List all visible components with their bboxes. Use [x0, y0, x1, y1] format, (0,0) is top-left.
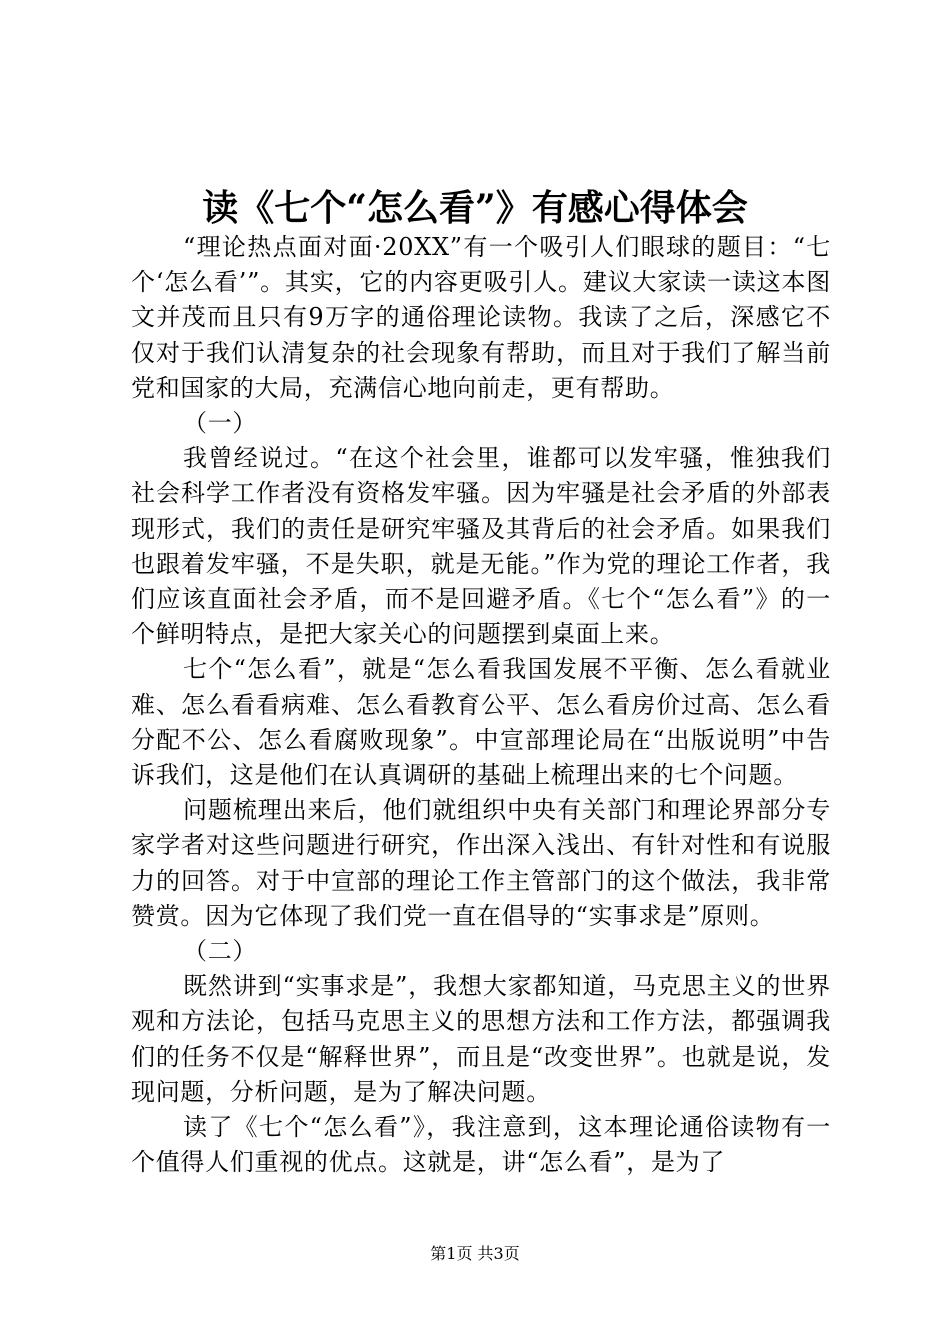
paragraph-intro: “理论热点面对面·20XX”有一个吸引人们眼球的题目：“七个‘怎么看’”。其实，它的内容更吸引人。建议大家读一读这本图文并茂而且只有9万字的通俗理论读物。我读了之后，深感它不仅对于我们认清复杂的社会现象有帮助，而且对于我们了解当前党和国家的大局，充满信心地向前走，更有帮助。 — [131, 233, 831, 402]
section-heading-one: （一） — [183, 409, 258, 438]
paragraph: 七个“怎么看”，就是“怎么看我国发展不平衡、怎么看就业难、怎么看看病难、怎么看教育公平、怎么看房价过高、怎么看分配不公、怎么看腐败现象”。中宣部理论局在“出版说明”中告诉我们，这是他们在认真调研的基础上梳理出来的七个问题。 — [131, 655, 831, 790]
paragraph: 读了《七个“怎么看”》，我注意到，这本理论通俗读物有一个值得人们重视的优点。这就是，讲“怎么看”，是为了 — [131, 1113, 831, 1177]
paragraph: 我曾经说过。“在这个社会里，谁都可以发牢骚，惟独我们社会科学工作者没有资格发牢骚。因为牢骚是社会矛盾的外部表现形式，我们的责任是研究牢骚及其背后的社会矛盾。如果我们也跟着发牢骚，不是失职，就是无能。”作为党的理论工作者，我们应该直面社会矛盾，而不是回避矛盾。《七个“怎么看”》的一个鲜明特点，是把大家关心的问题摆到桌面上来。 — [131, 444, 831, 649]
page-number-footer: 第1页 共3页 — [430, 1244, 520, 1263]
document-body — [131, 230, 831, 1180]
paragraph: 既然讲到“实事求是”，我想大家都知道，马克思主义的世界观和方法论，包括马克思主义的思想方法和工作方法，都强调我们的任务不仅是“解释世界”，而且是“改变世界”。也就是说，发现问题，分析问题，是为了解决问题。 — [131, 972, 831, 1106]
document-title: 读《七个“怎么看”》有感心得体会 — [202, 187, 748, 229]
section-heading-two: （二） — [183, 937, 258, 966]
paragraph: 问题梳理出来后，他们就组织中央有关部门和理论界部分专家学者对这些问题进行研究，作出深入浅出、有针对性和有说服力的回答。对于中宣部的理论工作主管部门的这个做法，我非常赞赏。因为它体现了我们党一直在倡导的“实事求是”原则。 — [131, 796, 831, 930]
